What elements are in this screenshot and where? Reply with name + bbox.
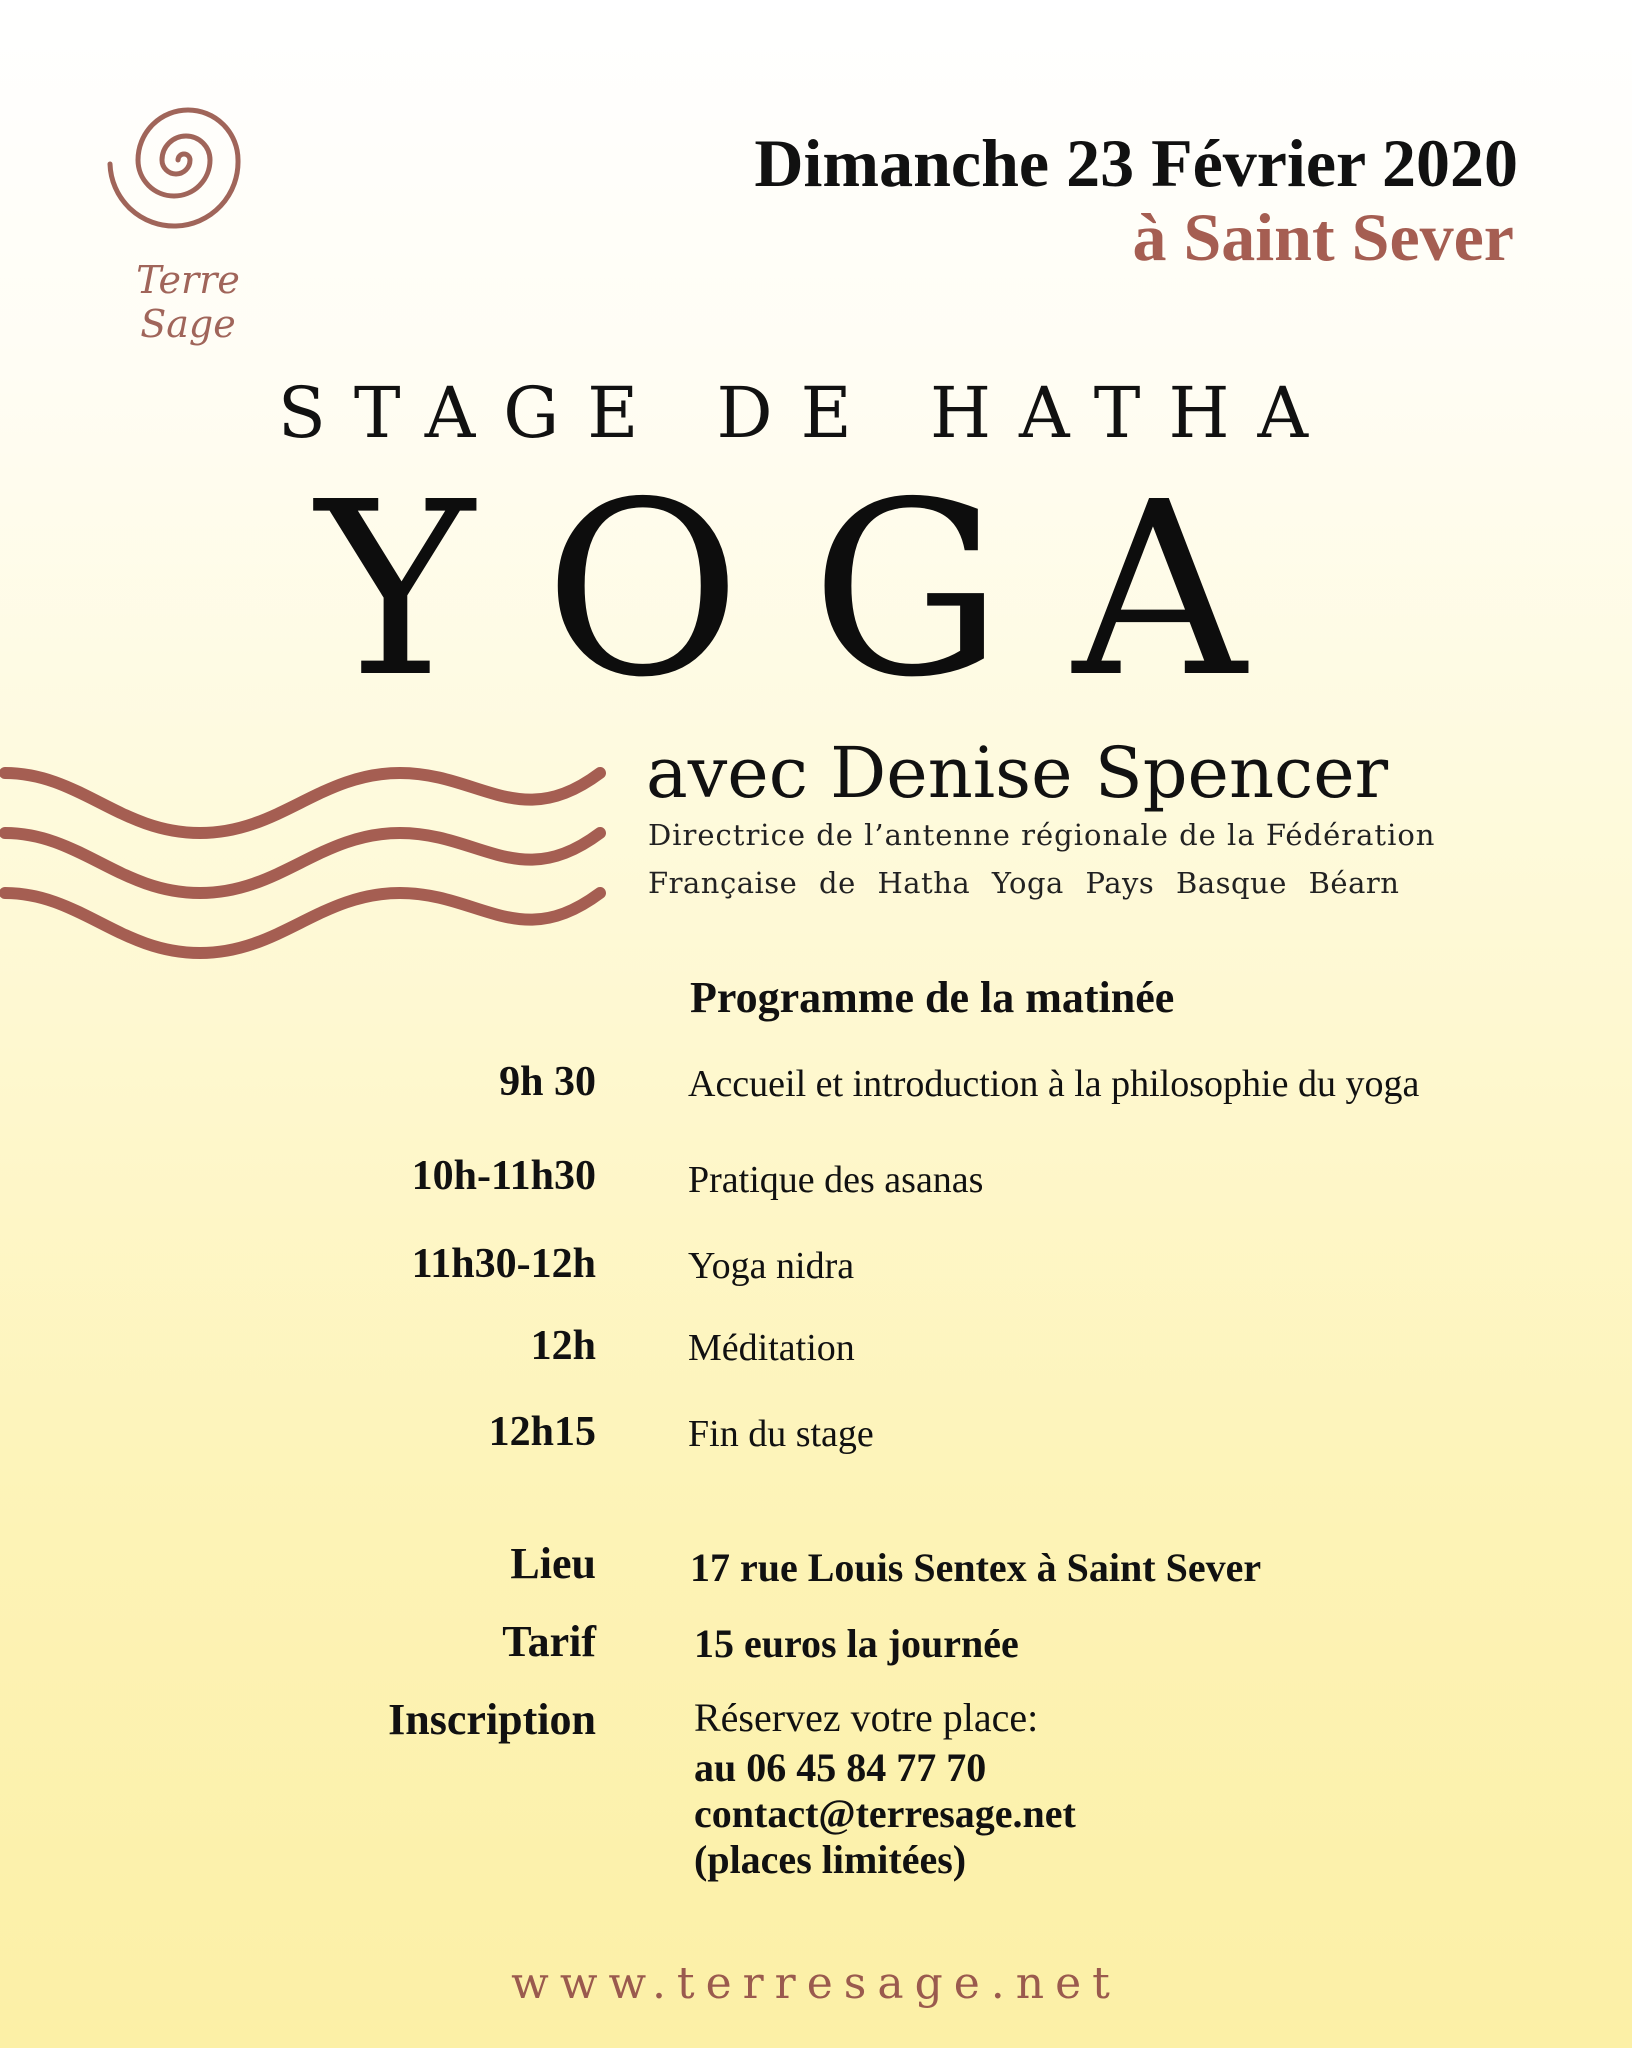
programme-activity: Yoga nidra — [688, 1245, 855, 1287]
teacher-name: avec Denise Spencer — [646, 732, 1389, 814]
programme-time: 11h30-12h — [411, 1241, 596, 1287]
website-url: www.terresage.net — [511, 1958, 1121, 2009]
phone-number: au 06 45 84 77 70 — [694, 1745, 987, 1790]
programme-activity: Accueil et introduction à la philosophie du yoga — [688, 1063, 1420, 1105]
lieu-label: Lieu — [510, 1539, 596, 1588]
teacher-role-line2: Française de Hatha Yoga Pays Basque Béarn — [648, 866, 1400, 900]
terre-sage-logo — [60, 60, 300, 346]
inscription-intro: Réservez votre place: — [694, 1695, 1039, 1740]
tarif-value: 15 euros la journée — [694, 1621, 1019, 1666]
spiral-logo-icon — [74, 60, 294, 260]
programme-heading: Programme de la matinée — [690, 973, 1175, 1022]
programme-time: 9h 30 — [499, 1059, 596, 1105]
programme-activity: Fin du stage — [688, 1413, 874, 1455]
programme-time: 12h — [530, 1323, 596, 1369]
programme-activity: Méditation — [688, 1327, 855, 1369]
yoga-title: YOGA — [315, 450, 1317, 730]
teacher-role-line1: Directrice de l’antenne régionale de la Fédération — [648, 818, 1436, 852]
programme-time: 12h15 — [488, 1409, 596, 1455]
event-date: Dimanche 23 Février 2020 — [754, 125, 1518, 201]
programme-time: 10h-11h30 — [411, 1153, 596, 1199]
lieu-value: 17 rue Louis Sentex à Saint Sever — [690, 1545, 1262, 1590]
inscription-label: Inscription — [388, 1695, 596, 1744]
waves-icon — [0, 745, 620, 975]
places-note: (places limitées) — [694, 1837, 967, 1882]
stage-title: STAGE DE HATHA — [277, 372, 1337, 454]
programme-activity: Pratique des asanas — [688, 1159, 984, 1201]
contact-email: contact@terresage.net — [694, 1791, 1076, 1836]
event-place: à Saint Sever — [1132, 199, 1514, 275]
logo-text: Terre Sage — [136, 258, 240, 346]
tarif-label: Tarif — [502, 1617, 596, 1666]
